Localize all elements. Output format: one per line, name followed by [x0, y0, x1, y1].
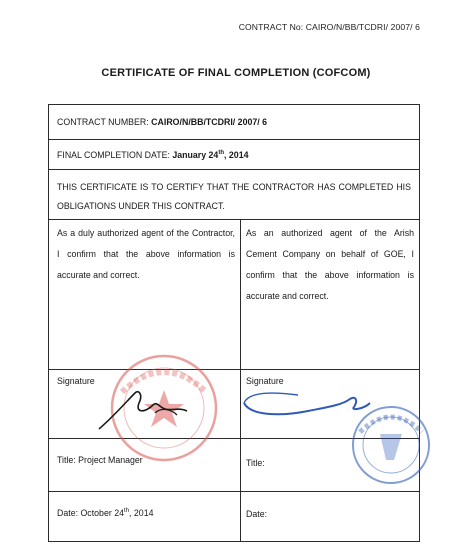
left-date-label: Date: October 24th, 2014	[57, 508, 154, 518]
left-title-label: Title: Project Manager	[57, 455, 143, 465]
left-signature-label: Signature	[57, 376, 95, 386]
column-divider	[240, 220, 241, 541]
right-title-label: Title:	[246, 458, 265, 468]
contractor-signature-icon	[95, 385, 195, 435]
company-stamp-icon	[350, 404, 432, 486]
final-completion-date-label: FINAL COMPLETION DATE:	[57, 150, 173, 160]
contract-number-value: CAIRO/N/BB/TCDRI/ 2007/ 6	[151, 117, 268, 127]
certify-text: THIS CERTIFICATE IS TO CERTIFY THAT THE CONTRACTOR HAS COMPLETED HIS OBLIGATIONS UNDER THIS CONTRACT.	[57, 182, 411, 211]
right-date-divider	[240, 491, 420, 492]
left-date-divider	[49, 491, 240, 492]
right-signature-label: Signature	[246, 376, 284, 386]
contractor-statement: As a duly authorized agent of the Contractor, I confirm that the above information is accurate and correct.	[57, 228, 235, 280]
final-completion-date-text	[57, 150, 248, 160]
certify-row	[49, 170, 419, 220]
final-completion-date-row	[49, 140, 419, 170]
contract-number-row	[49, 105, 419, 140]
final-completion-date-value: January 24th, 2014	[172, 150, 249, 160]
header-contract-number: CONTRACT No: CAIRO/N/BB/TCDRI/ 2007/ 6	[238, 22, 420, 32]
certificate-title: CERTIFICATE OF FINAL COMPLETION (COFCOM)	[101, 67, 371, 79]
right-signature-divider	[240, 369, 420, 370]
contract-number-label: CONTRACT NUMBER:	[57, 117, 152, 127]
right-date-label: Date:	[246, 509, 268, 519]
company-statement: As an authorized agent of the Arish Cement Company on behalf of GOE, I confirm that the above information is accurate and correct.	[246, 228, 414, 301]
contract-number-text	[57, 117, 267, 127]
